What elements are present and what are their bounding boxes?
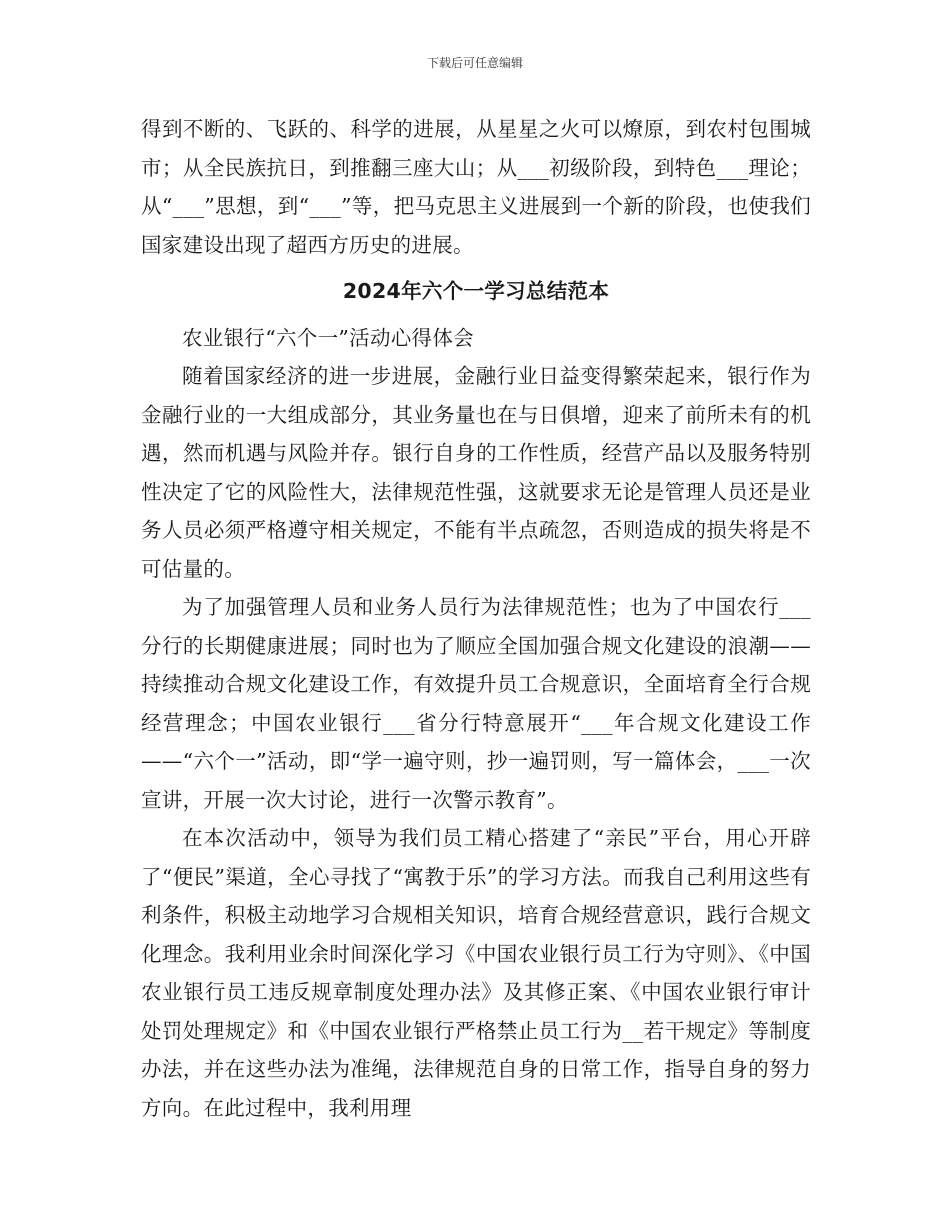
paragraph: 为了加强管理人员和业务人员行为法律规范性；也为了中国农行___分行的长期健康进展；同时也为了顺应全国加强合规文化建设的浪潮——持续推动合规文化建设工作，有效提升员工合规意识，全面培育全行合规经营理念；中国农业银行___省分行特意展开“___年合规文化建设工作——“六个一”活动，即“学一遍守则，抄一遍罚则，写一篇体会，___一次宣讲，开展一次大讨论，进行一次警示教育”。 [141,595,811,812]
header-note: 下载后可任意编辑 [426,56,523,70]
paragraph: 随着国家经济的进一步进展，金融行业日益变得繁荣起来，银行作为金融行业的一大组成部分，其业务量也在与日俱增，迎来了前所未有的机遇，然而机遇与风险并存。银行自身的工作性质，经营产品以及服务特别性决定了它的风险性大，法律规范性强，这就要求无论是管理人员还是业务人员必须严格遵守相关规定，不能有半点疏忽，否则造成的损失将是不可估量的。 [141,364,811,581]
continued-paragraph: 得到不断的、飞跃的、科学的进展，从星星之火可以燎原，到农村包围城市；从全民族抗日，到推翻三座大山；从___初级阶段，到特色___理论；从“___”思想，到“___”等，把马克思主义进展到一个新的阶段，也使我们国家建设出现了超西方历史的进展。 [141,117,811,257]
document-subtitle: 农业银行“六个一”活动心得体会 [182,325,474,350]
document-title: 2024年六个一学习总结范本 [342,279,610,303]
document-body [141,110,811,1127]
paragraph: 在本次活动中，领导为我们员工精心搭建了“亲民”平台，用心开辟了“便民”渠道，全心寻找了“寓教于乐”的学习方法。而我自己利用这些有利条件，积极主动地学习合规相关知识，培育合规经营意识，践行合规文化理念。我利用业余时间深化学习《中国农业银行员工行为守则》、《中国农业银行员工违反规章制度处理办法》及其修正案、《中国农业银行审计处罚处理规定》和《中国农业银行严格禁止员工行为__若干规定》等制度办法，并在这些办法为准绳，法律规范自身的日常工作，指导自身的努力方向。在此过程中，我利用理 [141,826,811,1120]
